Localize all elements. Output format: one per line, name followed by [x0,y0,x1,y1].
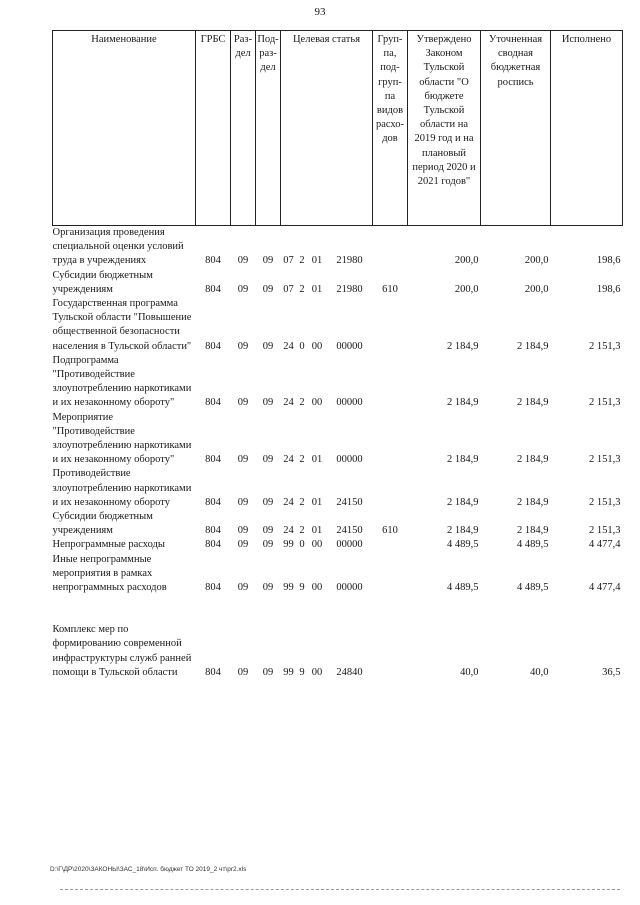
row-name: Субсидии бюджетным учреждениям [52,269,153,295]
row-specified: 200,0 [524,255,549,267]
row-target-direction: 24150 [336,525,363,537]
row-name: Иные непрограммные мероприятия в рамках непрограммных расходов [52,553,167,594]
header-name: Наименование [53,31,196,226]
row-razdel: 09 [237,397,249,409]
row-podrazdel: 09 [262,582,274,594]
row-target-event: 00 [311,340,323,352]
row-specified: 200,0 [524,283,549,295]
row-target-subprogram: 0 [299,340,305,352]
row-name: Организация проведения специальной оценки условий труда в учреждениях [52,227,184,267]
row-target-subprogram: 2 [299,397,305,409]
row-group [373,354,408,411]
row-executed: 36,5 [602,666,621,678]
table-row [53,553,623,596]
table-row [53,510,623,538]
row-executed: 2 151,3 [589,525,621,537]
row-group [373,467,408,510]
row-approved: 2 184,9 [447,340,479,352]
row-executed: 4 477,4 [589,582,621,594]
row-target-direction: 21980 [336,255,363,267]
row-podrazdel: 09 [262,496,274,508]
row-target-event: 01 [311,454,323,466]
row-target-subprogram: 2 [299,255,305,267]
header-specified: Уточненная сводная бюджетная роспись [481,31,551,226]
row-target-program: 24 [283,496,294,508]
row-approved: 2 184,9 [447,496,479,508]
row-target-program: 24 [283,525,294,537]
header-executed: Исполнено [551,31,623,226]
header-grbs: ГРБС [196,31,231,226]
row-target-direction: 00000 [336,340,363,352]
row-podrazdel: 09 [262,340,274,352]
row-approved: 4 489,5 [447,539,479,551]
table-row [53,297,623,354]
row-target-program: 24 [283,454,294,466]
row-target-direction: 00000 [336,397,363,409]
header-approved: Утверждено Законом Тульской области "О бюджете Тульской области на 2019 год и на плановый период 2020 и 2021 годов" [408,31,481,226]
row-executed: 2 151,3 [589,397,621,409]
row-specified: 2 184,9 [517,340,549,352]
row-target-direction: 24840 [336,666,363,678]
table-row [53,354,623,411]
row-approved: 2 184,9 [447,525,479,537]
row-specified: 4 489,5 [517,582,549,594]
row-razdel: 09 [237,582,249,594]
budget-table [52,30,623,680]
row-name: Подпрограмма "Противодействие злоупотреблению наркотиками и их незаконному обороту" [52,354,192,409]
row-group: 610 [382,283,398,295]
row-target-program: 24 [283,397,294,409]
row-target-program: 99 [283,539,294,551]
footer-divider [60,889,620,890]
row-razdel: 09 [237,255,249,267]
row-target-event: 00 [311,539,323,551]
row-target-direction: 00000 [336,454,363,466]
row-target-event: 00 [311,582,323,594]
row-razdel: 09 [237,525,249,537]
row-group [373,553,408,596]
row-group: 610 [382,525,398,537]
row-podrazdel: 09 [262,539,274,551]
row-specified: 4 489,5 [517,539,549,551]
row-target-direction: 00000 [336,539,363,551]
table-header [53,31,623,226]
row-executed: 2 151,3 [589,496,621,508]
row-razdel: 09 [237,340,249,352]
table-body [53,226,623,681]
row-name: Противодействие злоупотреблению наркотиками и их незаконному обороту [52,468,192,508]
row-executed: 2 151,3 [589,340,621,352]
row-podrazdel: 09 [262,397,274,409]
row-grbs: 804 [205,454,221,466]
header-target: Целевая статья [281,31,373,226]
row-group [373,411,408,468]
row-approved: 40,0 [460,666,479,678]
row-target-event: 00 [311,397,323,409]
row-podrazdel: 09 [262,283,274,295]
row-grbs: 804 [205,582,221,594]
row-target-subprogram: 2 [299,283,305,295]
row-executed: 4 477,4 [589,539,621,551]
table-row [53,226,623,269]
table-row [53,411,623,468]
row-executed: 198,6 [596,283,621,295]
row-target-event: 00 [311,666,323,678]
header-razdel: Раз-дел [231,31,256,226]
table-row [53,623,623,680]
table-spacer-row [53,595,623,623]
row-target-direction: 21980 [336,283,363,295]
row-group [373,226,408,269]
row-approved: 4 489,5 [447,582,479,594]
row-target-subprogram: 2 [299,525,305,537]
row-podrazdel: 09 [262,454,274,466]
row-target-program: 99 [283,666,294,678]
row-grbs: 804 [205,397,221,409]
row-target-subprogram: 2 [299,454,305,466]
header-group: Груп-па, под-груп-па видов расхо-дов [373,31,408,226]
row-grbs: 804 [205,539,221,551]
table-row [53,269,623,297]
row-target-direction: 24150 [336,496,363,508]
row-group [373,623,408,680]
row-target-direction: 00000 [336,582,363,594]
row-approved: 2 184,9 [447,397,479,409]
row-grbs: 804 [205,496,221,508]
row-grbs: 804 [205,525,221,537]
row-specified: 2 184,9 [517,525,549,537]
row-specified: 2 184,9 [517,454,549,466]
row-approved: 200,0 [454,283,479,295]
row-target-event: 01 [311,496,323,508]
row-target-subprogram: 0 [299,539,305,551]
row-target-program: 99 [283,582,294,594]
table-row [53,467,623,510]
row-approved: 2 184,9 [447,454,479,466]
row-grbs: 804 [205,255,221,267]
row-podrazdel: 09 [262,255,274,267]
row-razdel: 09 [237,666,249,678]
row-group [373,297,408,354]
row-group [373,538,408,552]
row-target-event: 01 [311,255,323,267]
row-name: Субсидии бюджетным учреждениям [52,511,153,537]
page-number: 93 [314,6,326,18]
footer-file-path: D:\Г\ДР\2020\ЗАКОНЫ\ЗАС_18\Исп. бюджет ТО 2019_2 чт\pr2.xls [50,866,247,873]
row-target-subprogram: 9 [299,666,305,678]
row-name: Непрограммные расходы [52,539,165,551]
row-target-program: 07 [283,283,294,295]
row-executed: 198,6 [596,255,621,267]
row-target-event: 01 [311,283,323,295]
row-grbs: 804 [205,283,221,295]
row-grbs: 804 [205,340,221,352]
row-specified: 40,0 [530,666,549,678]
row-grbs: 804 [205,666,221,678]
row-podrazdel: 09 [262,666,274,678]
row-target-subprogram: 2 [299,496,305,508]
row-specified: 2 184,9 [517,397,549,409]
row-target-subprogram: 9 [299,582,305,594]
row-razdel: 09 [237,283,249,295]
row-specified: 2 184,9 [517,496,549,508]
row-executed: 2 151,3 [589,454,621,466]
row-name: Мероприятие "Противодействие злоупотреблению наркотиками и их незаконному обороту" [52,411,192,466]
row-podrazdel: 09 [262,525,274,537]
row-razdel: 09 [237,454,249,466]
row-name: Комплекс мер по формированию современной инфраструктуры служб ранней помощи в Тульской области [52,624,192,678]
row-target-program: 24 [283,340,294,352]
row-razdel: 09 [237,496,249,508]
row-target-event: 01 [311,525,323,537]
row-target-program: 07 [283,255,294,267]
row-name: Государственная программа Тульской области "Повышение общественной безопасности населения в Тульской области" [52,298,192,352]
row-approved: 200,0 [454,255,479,267]
table-row [53,538,623,552]
header-podrazdel: Под-раз-дел [256,31,281,226]
row-razdel: 09 [237,539,249,551]
